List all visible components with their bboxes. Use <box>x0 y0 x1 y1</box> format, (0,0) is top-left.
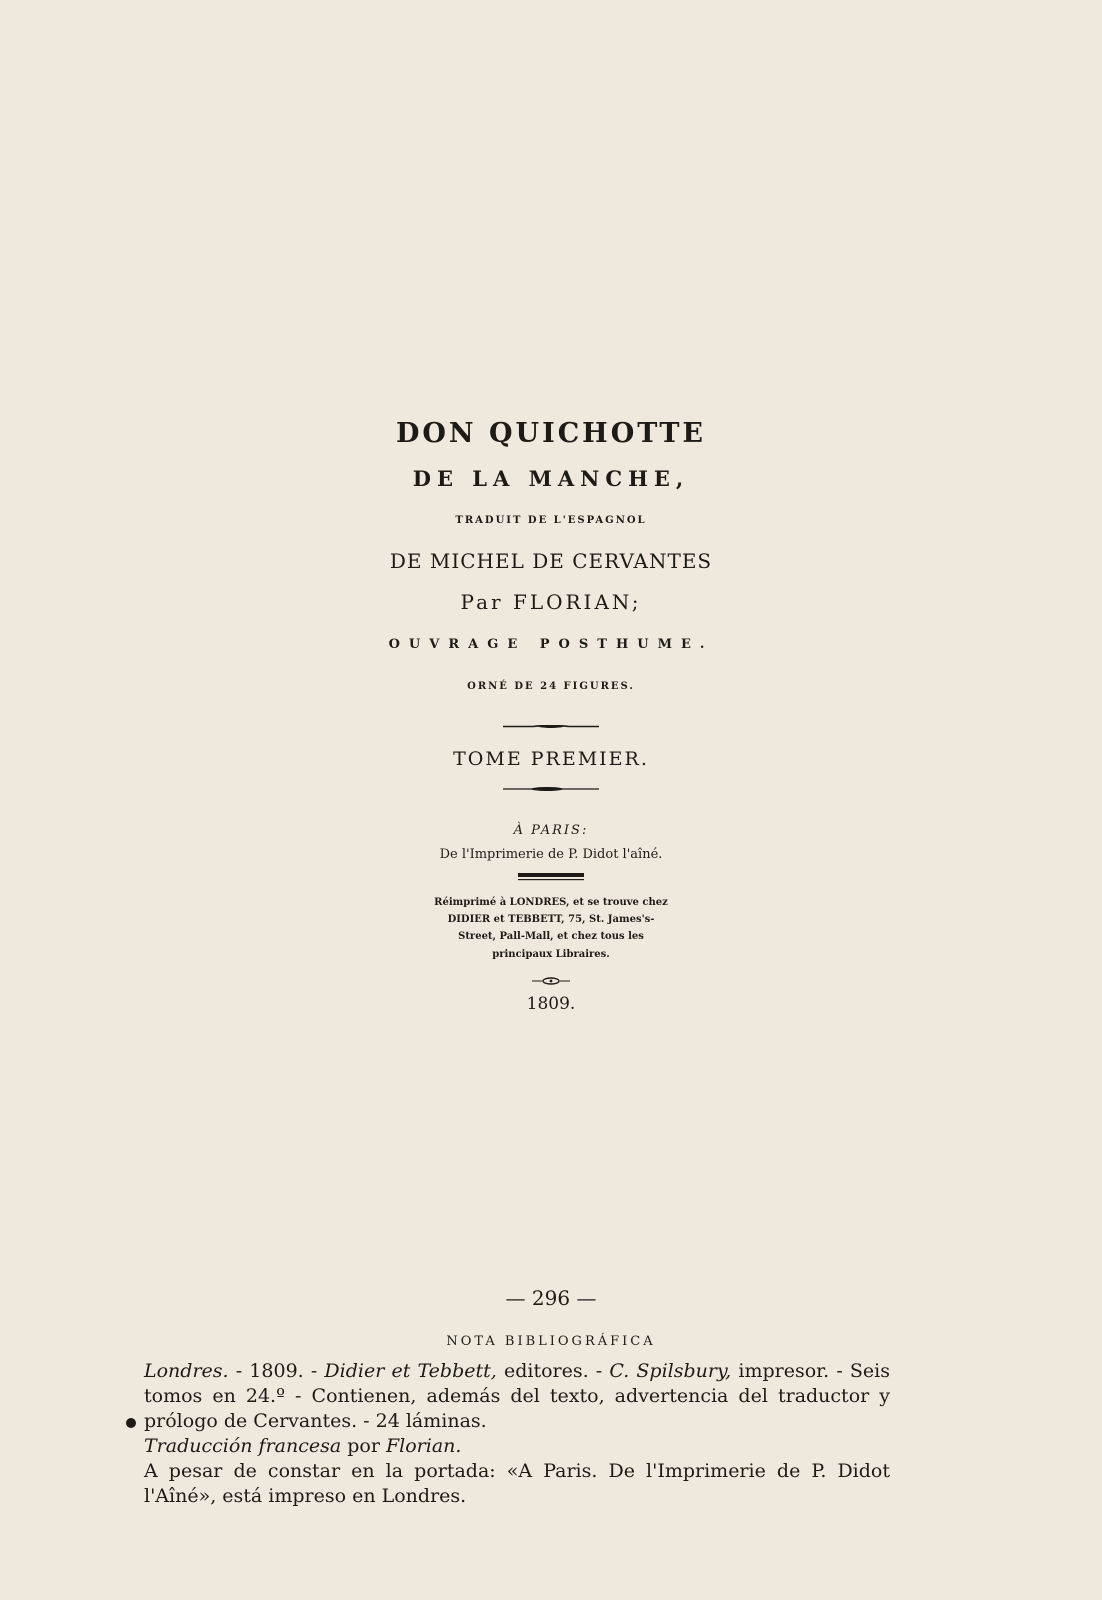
reprint-line-2: DIDIER et TEBBETT, 75, St. James's- <box>447 914 655 925</box>
note-text: - 1809. - <box>228 1360 325 1382</box>
bibliographic-note <box>144 1359 890 1509</box>
ornament-rule-middle <box>503 787 599 791</box>
double-rule <box>518 872 584 882</box>
posthumous-work: OUVRAGE POSTHUME. <box>388 637 714 652</box>
book-title: DON QUICHOTTE <box>395 418 707 449</box>
note-text: editores. - <box>496 1360 610 1382</box>
imprint-printer: De l'Imprimerie de P. Didot l'aîné. <box>439 847 663 862</box>
publication-year: 1809. <box>526 994 576 1014</box>
imprint-place: À PARIS: <box>513 823 589 838</box>
note-text: impresor. - Seis tomos en 24.º - Contienen, además del texto, advertencia del traductor y prólogo de Cervantes. - 24 láminas. <box>144 1360 890 1432</box>
translator: Par FLORIAN; <box>460 590 642 614</box>
reprint-line-4: principaux Libraires. <box>492 949 610 960</box>
small-ornament <box>530 977 572 985</box>
note-printer: C. Spilsbury, <box>609 1360 732 1382</box>
reprint-line-1: Réimprimé à LONDRES, et se trouve chez <box>434 897 668 908</box>
ornament-rule-top <box>503 725 599 728</box>
note-publishers: Didier et Tebbett, <box>324 1360 497 1382</box>
page-number: — 296 — <box>505 1286 597 1310</box>
note-paragraph-1 <box>144 1359 890 1434</box>
note-heading: NOTA BIBLIOGRÁFICA <box>446 1334 656 1349</box>
note-paragraph-3: A pesar de constar en la portada: «A Paris. De l'Imprimerie de P. Didot l'Aîné», está impreso en Londres. <box>144 1460 890 1507</box>
note-translation: Traducción francesa <box>144 1435 342 1457</box>
note-translator: Florian. <box>385 1435 462 1457</box>
volume-label: TOME PREMIER. <box>453 748 649 770</box>
note-paragraph-2 <box>144 1434 890 1459</box>
note-text: por <box>341 1435 386 1457</box>
margin-mark <box>126 1418 136 1428</box>
illustrations-note: ORNÉ DE 24 FIGURES. <box>467 681 635 692</box>
book-subtitle: DE LA MANCHE, <box>412 466 690 491</box>
reprint-line-3: Street, Pall-Mall, et chez tous les <box>458 931 644 942</box>
translated-from: TRADUIT DE L'ESPAGNOL <box>455 515 647 526</box>
author: DE MICHEL DE CERVANTES <box>389 549 713 573</box>
note-place: Londres. <box>144 1360 229 1382</box>
